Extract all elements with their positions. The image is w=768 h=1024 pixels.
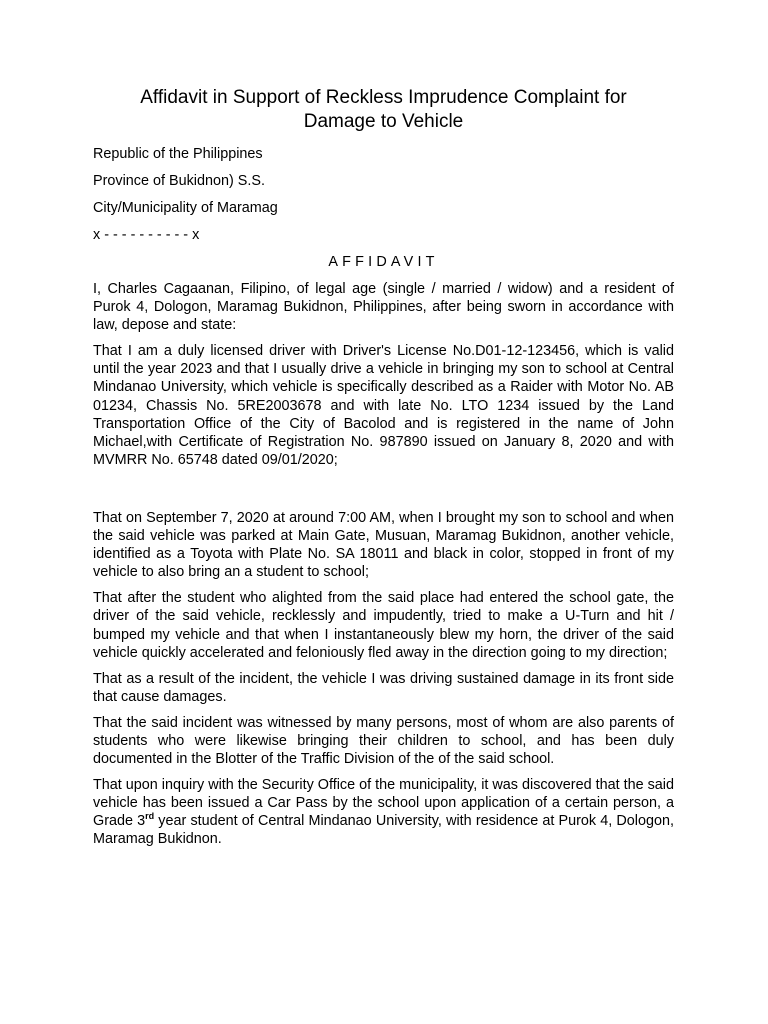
paragraph-license: That I am a duly licensed driver with Driver's License No.D01-12-123456, which is valid until the year 2023 and that I usually drive a vehicle in bringing my son to school at Central Mindanao University, which vehicle is specifically described as a Raider with Motor No. AB 01234, Chassis No. 5RE2003678 and with late No. LTO 1234 issued by the Land Transportation Office of the City of Bacolod and is registered in the name of John Michael,with Certificate of Registration No. 987890 issued on January 8, 2020 and with MVMRR No. 65748 dated 09/01/2020; xyxy=(93,343,674,468)
inquiry-text-after: year student of Central Mindanao University, with residence at Purok 4, Dologon, Maramag Bukidnon. xyxy=(93,813,675,848)
title-line-1: Affidavit in Support of Reckless Imprudence Complaint for xyxy=(140,87,627,108)
inquiry-text-before: That upon inquiry with the Security Office of the municipality, it was discovered that the said vehicle has been issued a Car Pass by the school upon application of a certain person, a Grade 3 xyxy=(93,777,674,830)
affidavit-page xyxy=(93,86,674,857)
document-title xyxy=(93,86,674,134)
affidavit-heading: AFFIDAVIT xyxy=(328,254,439,270)
paragraph-spacer xyxy=(93,477,674,509)
venue-city: City/Municipality of Maramag xyxy=(93,200,278,216)
paragraph-damage: That as a result of the incident, the vehicle I was driving sustained damage in its front side that cause damages. xyxy=(93,670,674,705)
ordinal-suffix: rd xyxy=(145,811,155,822)
paragraph-affiant: I, Charles Cagaanan, Filipino, of legal age (single / married / widow) and a resident of Purok 4, Dologon, Maramag Bukidnon, Philippines, after being sworn in accordance with law, depose and state: xyxy=(93,281,674,334)
paragraph-witnesses: That the said incident was witnessed by many persons, most of whom are also parents of students who were likewise bringing their children to school, and has been duly documented in the Blotter of the Traffic Division of the of the said school. xyxy=(93,714,674,768)
paragraph-incident: That on September 7, 2020 at around 7:00 AM, when I brought my son to school and when the said vehicle was parked at Main Gate, Musuan, Maramag Bukidnon, another vehicle, identified as a Toyota with Plate No. SA 18011 and black in color, stopped in front of my vehicle to also bring an a student to school; xyxy=(93,509,674,581)
venue-separator: x - - - - - - - - - - x xyxy=(93,227,200,243)
venue-country: Republic of the Philippines xyxy=(93,146,263,162)
paragraph-inquiry xyxy=(93,776,674,848)
venue-province: Province of Bukidnon) S.S. xyxy=(93,173,265,189)
paragraph-collision: That after the student who alighted from the said place had entered the school gate, the driver of the said vehicle, recklessly and impudently, tried to make a U-Turn and hit / bumped my vehicle and that when I instantaneously blew my horn, the driver of the said vehicle quickly accelerated and feloniously fled away in the direction going to my direction; xyxy=(93,590,674,661)
title-line-2: Damage to Vehicle xyxy=(303,111,464,132)
